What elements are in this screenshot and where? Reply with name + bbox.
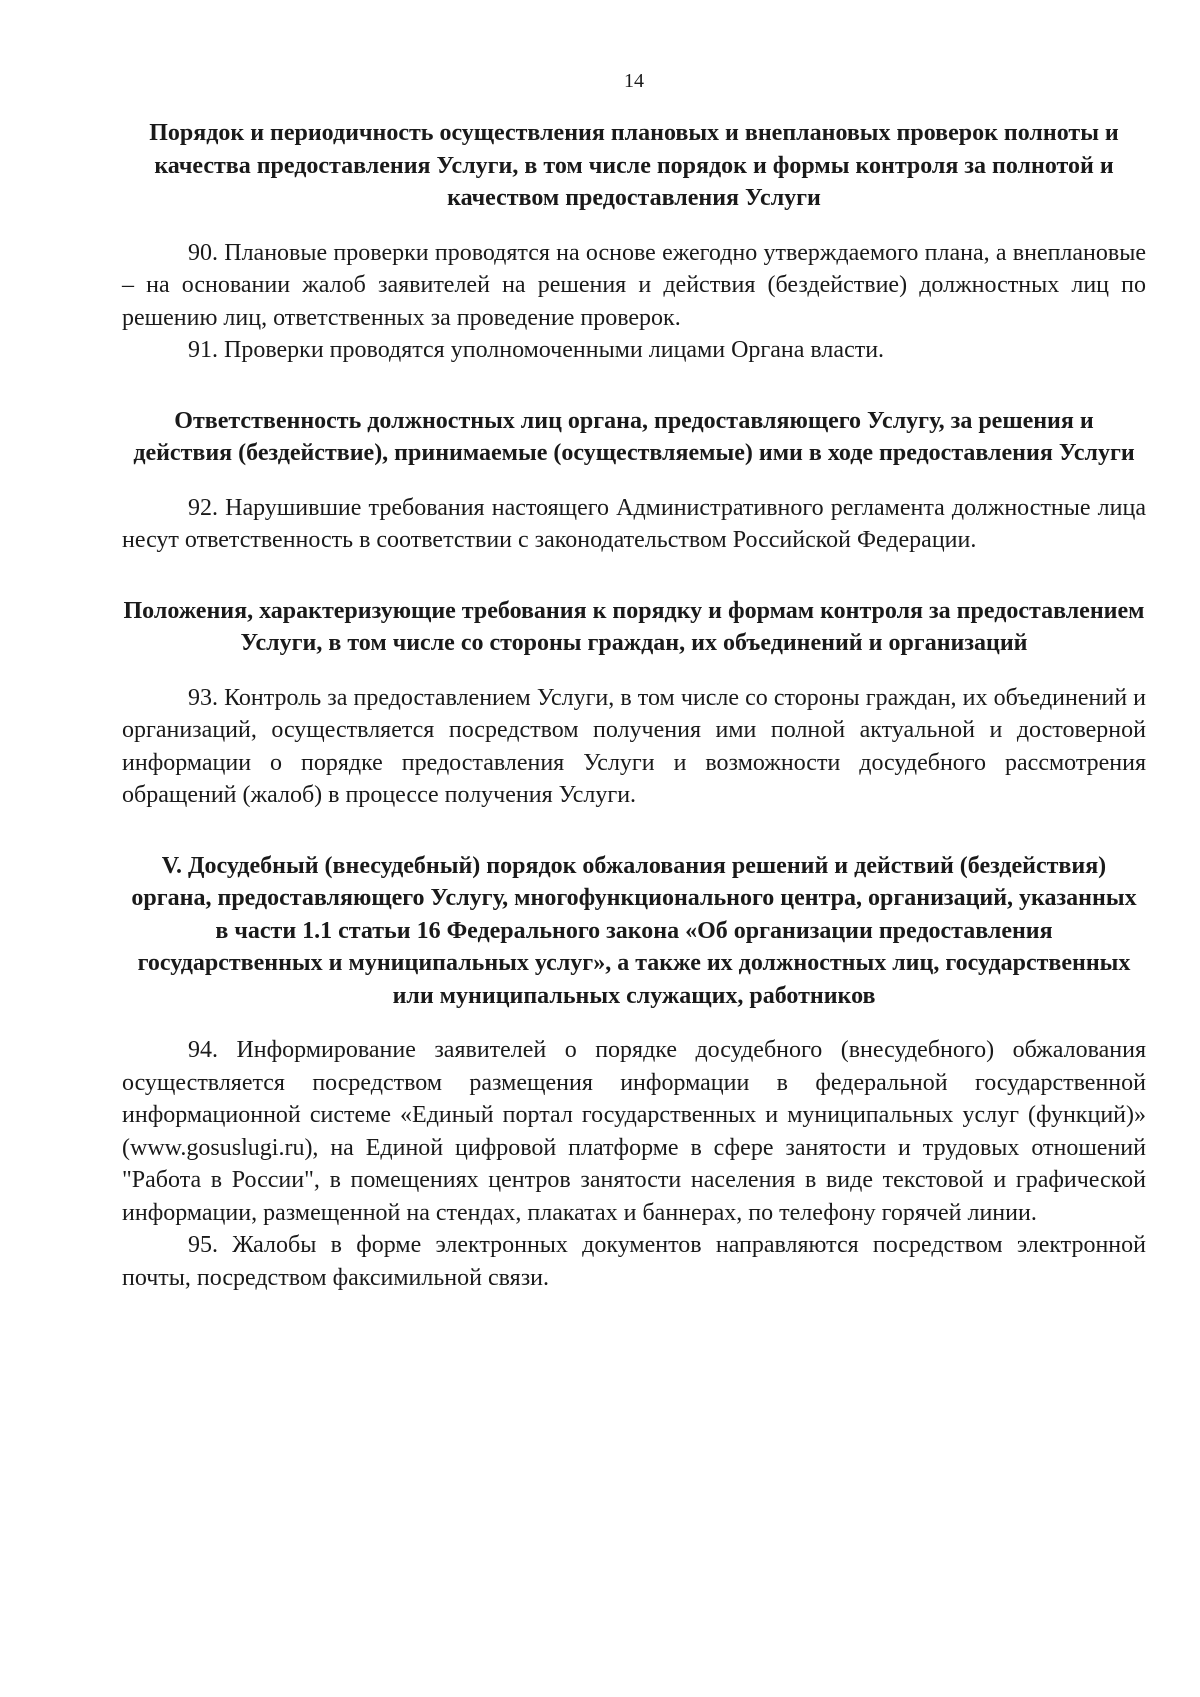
section-heading: Порядок и периодичность осуществления плановых и внеплановых проверок полноты и качества предоставления Услуги, в том числе порядок и формы контроля за полнотой и качеством предоставления Услуги (149, 120, 1119, 211)
section-inspections (122, 117, 1146, 367)
document-page (122, 0, 1146, 1697)
page-number: 14 (624, 70, 644, 92)
paragraph-93: 93. Контроль за предоставлением Услуги, в том числе со стороны граждан, их объединений и организаций, осуществляется посредством получения ими полной актуальной и достоверной информации о порядке предоставления Услуги и возможности досудебного рассмотрения обращений (жалоб) в процессе получения Услуги. (122, 684, 1146, 808)
section-heading: V. Досудебный (внесудебный) порядок обжалования решений и действий (бездействия) органа, предоставляющего Услугу, многофункционального центра, организаций, указанных в части 1.1 статьи 16 Федерального закона «Об организации предоставления государственных и муниципальных услуг», а также их должностных лиц, государственных или муниципальных служащих, работников (131, 852, 1137, 1009)
section-responsibility (122, 405, 1146, 557)
section-pretrial-appeal (122, 850, 1146, 1295)
paragraph-92: 92. Нарушившие требования настоящего Административного регламента должностные лица несут ответственность в соответствии с законодательством Российской Федерации. (122, 494, 1146, 553)
section-heading: Ответственность должностных лиц органа, предоставляющего Услугу, за решения и действия (бездействие), принимаемые (осуществляемые) ими в ходе предоставления Услуги (133, 407, 1135, 466)
section-control-provisions (122, 595, 1146, 812)
section-heading: Положения, характеризующие требования к порядку и формам контроля за предоставлением Услуги, в том числе со стороны граждан, их объединений и организаций (123, 597, 1145, 656)
paragraph-95: 95. Жалобы в форме электронных документов направляются посредством электронной почты, посредством факсимильной связи. (122, 1232, 1146, 1291)
paragraph-94: 94. Информирование заявителей о порядке досудебного (внесудебного) обжалования осуществляется посредством размещения информации в федеральной государственной информационной системе «Единый портал государственных и муниципальных услуг (функций)» (www.gosuslugi.ru), на Единой цифровой платформе в сфере занятости и трудовых отношений "Работа в России", в помещениях центров занятости населения в виде текстовой и графической информации, размещенной на стендах, плакатах и баннерах, по телефону горячей линии. (122, 1037, 1146, 1226)
paragraph-90: 90. Плановые проверки проводятся на основе ежегодно утверждаемого плана, а внеплановые – на основании жалоб заявителей на решения и действия (бездействие) должностных лиц по решению лиц, ответственных за проведение проверок. (122, 239, 1146, 331)
document-content (122, 117, 1146, 1294)
paragraph-91: 91. Проверки проводятся уполномоченными лицами Органа власти. (188, 337, 885, 363)
